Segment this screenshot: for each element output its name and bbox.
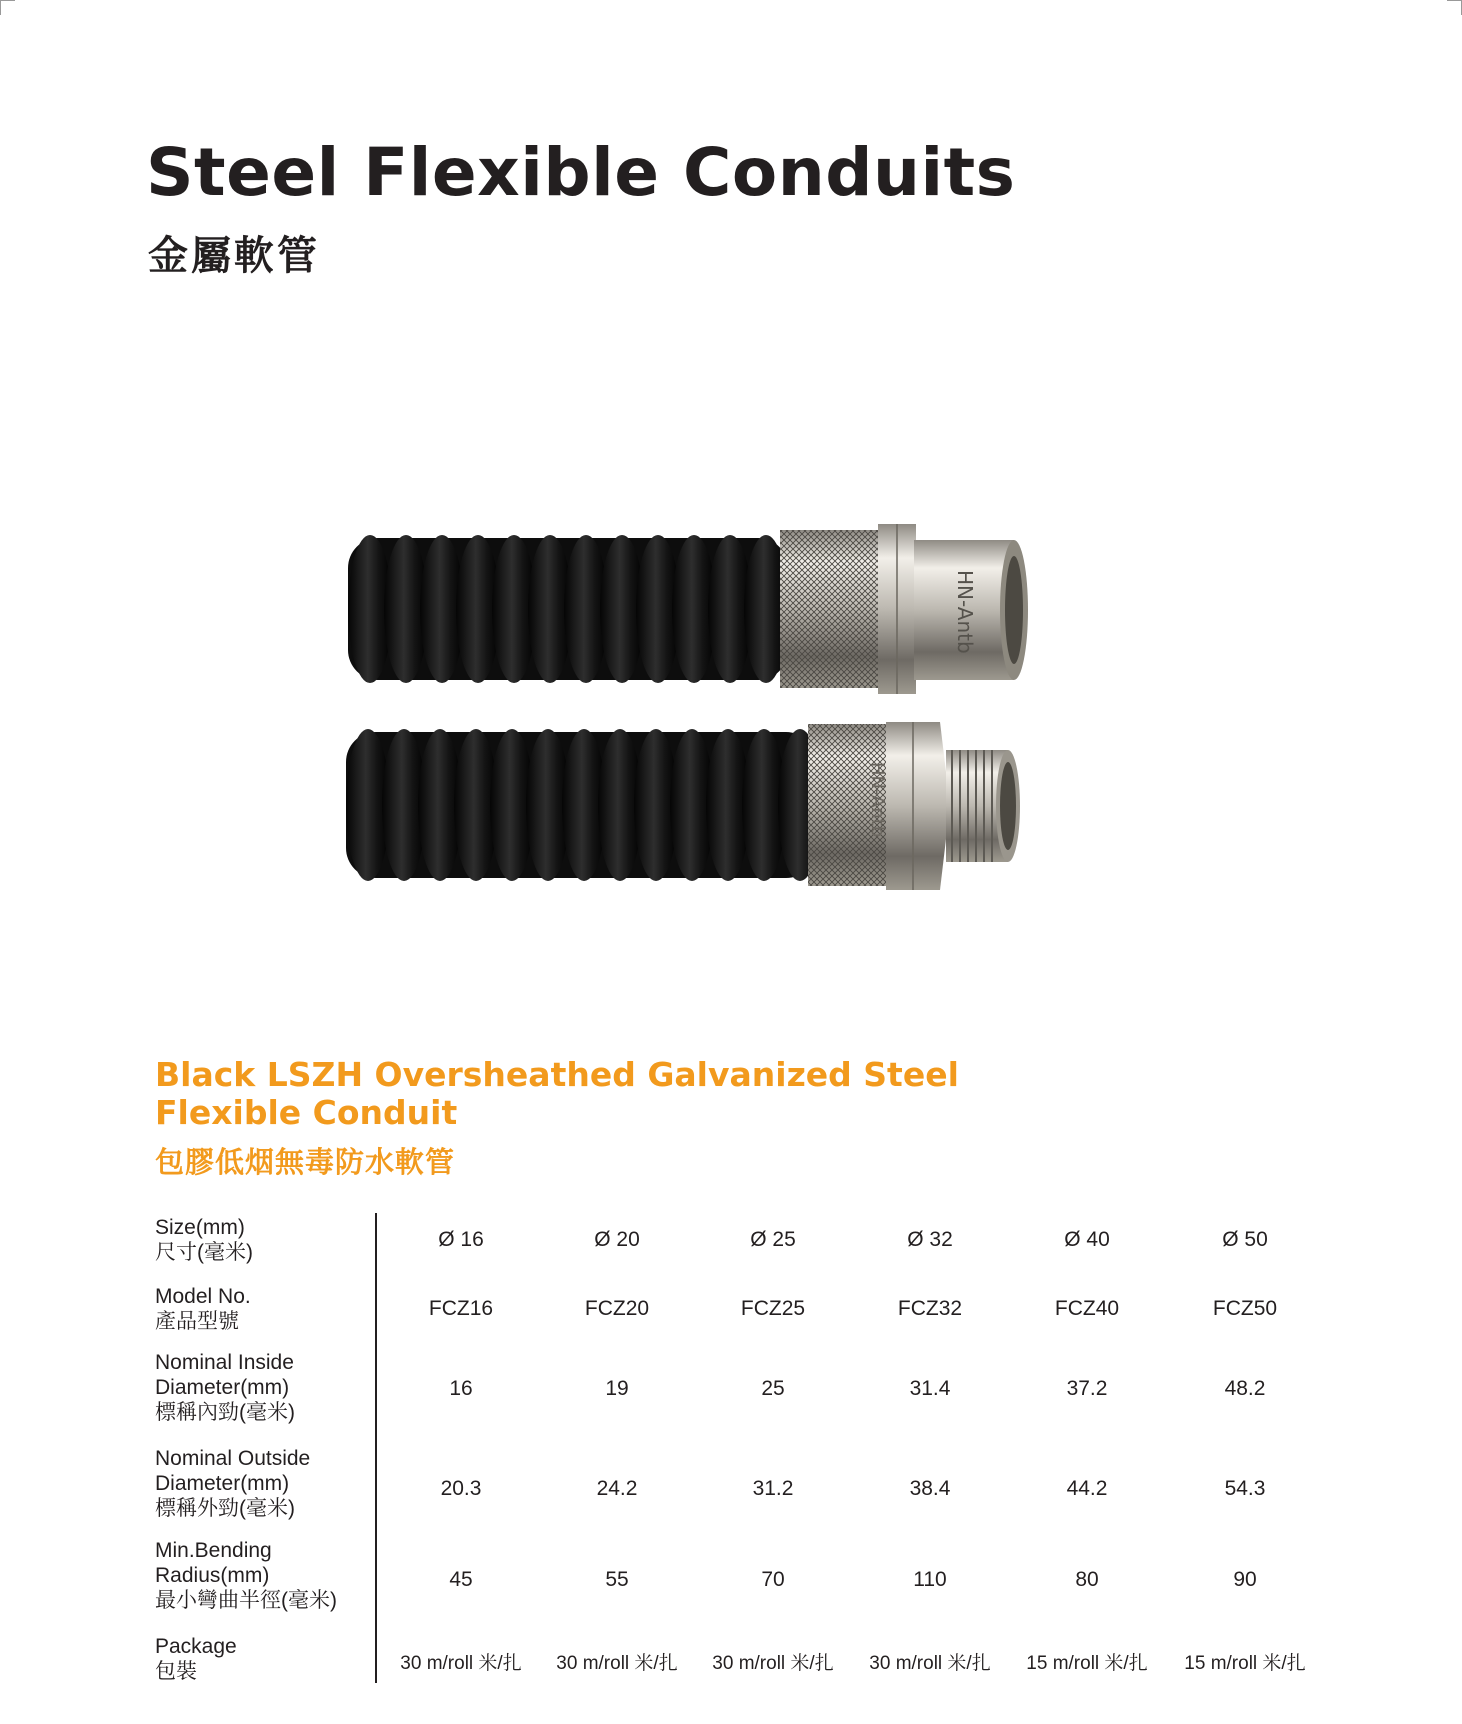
page-title: Steel Flexible Conduits [146, 134, 1016, 211]
conduit-upper [348, 524, 1028, 694]
table-cell-outside-diameter: 54.3 [1224, 1477, 1266, 1500]
table-cell-size: Ø 50 [1222, 1228, 1268, 1251]
row-label-line: Size(mm) [155, 1216, 245, 1239]
row-label-package [155, 1634, 237, 1684]
table-cell-package: 15 m/roll 米/扎 [1184, 1653, 1306, 1674]
table-cell-model: FCZ20 [584, 1297, 650, 1320]
table-divider [375, 1213, 377, 1683]
table-cell-size: Ø 20 [594, 1228, 640, 1251]
table-cell-inside-diameter: 37.2 [1066, 1377, 1108, 1400]
row-label-line: 最小彎曲半徑(毫米) [155, 1589, 337, 1612]
table-cell-inside-diameter: 48.2 [1224, 1377, 1266, 1400]
page-title-cn: 金屬軟管 [148, 233, 320, 279]
table-cell-bending-radius: 90 [1233, 1568, 1257, 1591]
table-cell-size: Ø 40 [1064, 1228, 1110, 1251]
crop-mark-top-left [0, 0, 15, 15]
table-cell-size: Ø 32 [907, 1228, 953, 1251]
table-cell-bending-radius: 70 [761, 1568, 785, 1591]
product-subtitle-line2: Flexible Conduit [155, 1093, 458, 1132]
row-label-line: Radius(mm) [155, 1564, 270, 1587]
row-label-inside-diameter [155, 1350, 295, 1425]
table-cell-outside-diameter: 44.2 [1066, 1477, 1108, 1500]
table-cell-model: FCZ25 [740, 1297, 806, 1320]
row-label-outside-diameter [155, 1446, 310, 1521]
table-cell-inside-diameter: 31.4 [909, 1377, 951, 1400]
table-cell-model: FCZ16 [428, 1297, 494, 1320]
table-cell-model: FCZ32 [897, 1297, 963, 1320]
brand-mark-upper: HN-Antb [953, 570, 977, 654]
row-label-size [155, 1215, 253, 1265]
table-cell-outside-diameter: 38.4 [909, 1477, 951, 1500]
table-cell-inside-diameter: 16 [449, 1377, 473, 1400]
row-label-line: 包裝 [155, 1660, 197, 1683]
row-label-line: 標稱外勁(毫米) [155, 1497, 295, 1520]
table-cell-outside-diameter: 31.2 [752, 1477, 794, 1500]
table-cell-package: 30 m/roll 米/扎 [712, 1653, 834, 1674]
row-label-line: Diameter(mm) [155, 1376, 290, 1399]
row-label-line: Diameter(mm) [155, 1472, 290, 1495]
row-label-line: Package [155, 1635, 237, 1658]
product-subtitle-cn: 包膠低烟無毒防水軟管 [155, 1145, 456, 1179]
table-cell-size: Ø 25 [750, 1228, 796, 1251]
table-cell-bending-radius: 55 [605, 1568, 629, 1591]
table-cell-inside-diameter: 19 [605, 1377, 629, 1400]
table-cell-package: 30 m/roll 米/扎 [556, 1653, 678, 1674]
table-cell-package: 15 m/roll 米/扎 [1026, 1653, 1148, 1674]
table-cell-model: FCZ50 [1212, 1297, 1278, 1320]
conduit-lower [346, 722, 1020, 890]
product-subtitle [155, 1056, 959, 1132]
row-label-line: Model No. [155, 1285, 251, 1308]
table-cell-bending-radius: 110 [913, 1568, 947, 1591]
product-photo [340, 510, 1140, 980]
row-label-model [155, 1284, 251, 1334]
row-label-line: Nominal Inside [155, 1351, 294, 1374]
row-label-line: 標稱內勁(毫米) [155, 1401, 295, 1424]
table-cell-outside-diameter: 20.3 [440, 1477, 482, 1500]
table-cell-outside-diameter: 24.2 [596, 1477, 638, 1500]
brand-mark-lower: HN-Antb [867, 762, 888, 838]
row-label-line: Nominal Outside [155, 1447, 311, 1470]
table-cell-package: 30 m/roll 米/扎 [869, 1653, 991, 1674]
table-cell-inside-diameter: 25 [761, 1377, 785, 1400]
crop-mark-top-right [1447, 0, 1462, 15]
table-cell-bending-radius: 45 [449, 1568, 473, 1591]
product-subtitle-line1: Black LSZH Oversheathed Galvanized Steel [155, 1055, 959, 1094]
row-label-line: Min.Bending [155, 1539, 272, 1562]
table-cell-bending-radius: 80 [1075, 1568, 1099, 1591]
row-label-bending-radius [155, 1538, 337, 1613]
row-label-line: 產品型號 [155, 1310, 239, 1333]
table-cell-package: 30 m/roll 米/扎 [400, 1653, 522, 1674]
row-label-line: 尺寸(毫米) [155, 1241, 253, 1264]
table-cell-size: Ø 16 [438, 1228, 484, 1251]
table-cell-model: FCZ40 [1054, 1297, 1120, 1320]
